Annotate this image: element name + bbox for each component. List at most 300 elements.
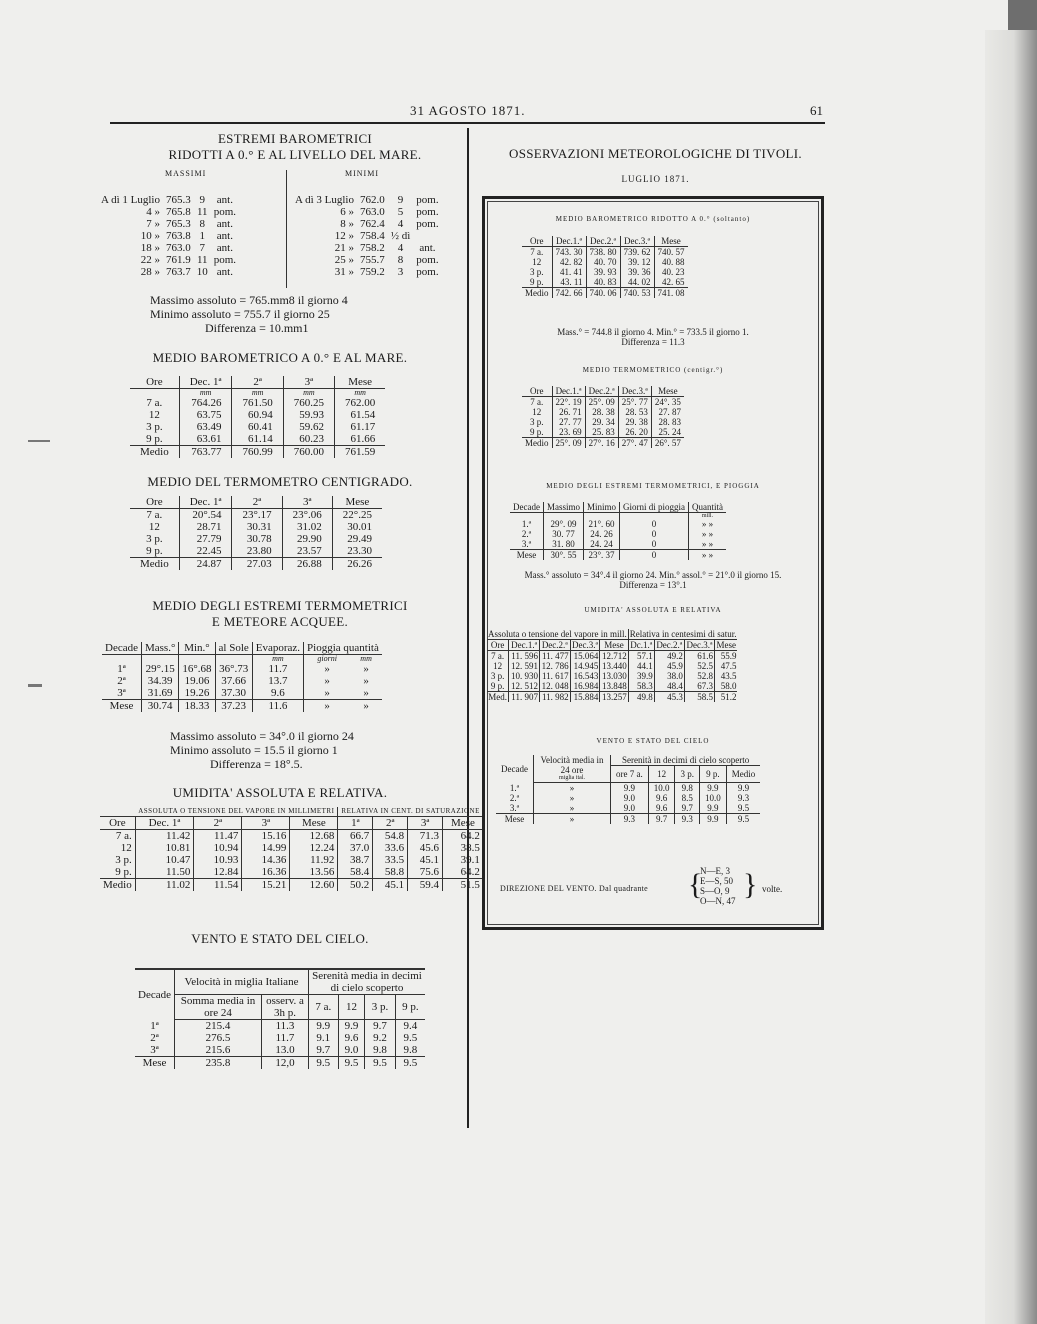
column-header: Mese — [334, 376, 385, 389]
table-cell: 15.21 — [242, 879, 290, 892]
table-row — [522, 427, 684, 438]
table-cell: 30.01 — [332, 521, 382, 533]
unit-label: mm — [334, 389, 385, 398]
tivoli-subtitle: LUGLIO 1871. — [621, 174, 690, 184]
table-cell: 22°. 19 — [552, 397, 585, 408]
table-cell: 9.6 — [648, 803, 675, 814]
table-cell: 27°. 47 — [618, 438, 651, 449]
table-cell: pom. — [416, 218, 439, 230]
quadrante-so: S—O, 9 — [700, 886, 730, 896]
table-cell: 58.8 — [373, 866, 408, 879]
table-row — [100, 830, 483, 843]
unit-label: mm — [232, 389, 283, 398]
table-row — [496, 793, 760, 803]
table-cell: ant. — [216, 242, 233, 254]
table-cell: 57.1 — [628, 651, 654, 662]
table-cell: 741. 08 — [654, 288, 688, 299]
table-cell: 59.62 — [283, 421, 334, 433]
table-row — [130, 545, 382, 558]
table-cell: 215.6 — [174, 1044, 261, 1057]
column-header: Ore — [487, 640, 509, 651]
table-cell: 29°. 09 — [543, 519, 583, 529]
table-cell: 6 » — [340, 206, 354, 218]
column-header: Dec. 1ª — [135, 817, 194, 830]
table-row — [98, 206, 239, 218]
r-umid-table — [487, 629, 737, 702]
table-row — [98, 230, 239, 242]
table-cell: 27. 87 — [651, 407, 684, 417]
umidita-table — [100, 807, 483, 891]
table-cell: 3ª — [150, 1044, 159, 1056]
table-row — [102, 675, 382, 687]
column-header: 7 a. — [308, 995, 338, 1020]
page-title: 31 AGOSTO 1871. — [410, 103, 526, 118]
table-cell: 50.2 — [338, 879, 373, 892]
table-cell: 763.8 — [165, 230, 191, 242]
column-header: Dec.3.ª — [571, 640, 598, 650]
table-cell: 1ª — [117, 663, 126, 675]
table-cell: 29.90 — [282, 533, 332, 545]
table-cell: 41. 41 — [552, 267, 586, 277]
table-cell: pom. — [416, 206, 439, 218]
table-cell: 25. 83 — [585, 427, 618, 438]
table-cell: 740. 53 — [620, 288, 654, 299]
table-cell: 45.1 — [408, 854, 443, 866]
table-cell: 26.26 — [332, 558, 382, 571]
table-row — [522, 417, 684, 427]
column-header: Dc.1.ª — [628, 640, 654, 651]
table-cell: 11.7 — [261, 1032, 308, 1044]
column-header: Mese — [654, 236, 688, 247]
unit-label — [141, 655, 178, 664]
table-cell: 7 a. — [115, 830, 132, 842]
medio-term-table — [130, 496, 382, 570]
group-header: ASSOLUTA O TENSIONE DEL VAPORE IN MILLIMETRI — [138, 807, 335, 815]
table-cell: 48.4 — [654, 681, 684, 692]
table-cell: 759.2 — [359, 266, 385, 278]
table-cell: 49.8 — [628, 692, 654, 703]
column-header: Velocità media in 24 ore — [533, 755, 610, 775]
table-cell: 30. 77 — [543, 529, 583, 539]
table-cell: 37.66 — [215, 675, 252, 687]
section-subtitle: RIDOTTI A 0.° E AL LIVELLO DEL MARE. — [168, 147, 422, 162]
table-cell: Medio — [522, 438, 552, 449]
table-row — [100, 866, 483, 879]
header-row — [135, 969, 425, 995]
table-cell: 765.3 — [165, 194, 191, 206]
estremi-term-subtitle: E METEORE ACQUEE. — [211, 614, 349, 629]
table-cell: » — [533, 803, 610, 814]
column-header: Mese — [600, 640, 628, 651]
table-cell: 7 a. — [146, 509, 163, 521]
table-cell: 31.02 — [282, 521, 332, 533]
estremi-barometrici-section — [130, 131, 460, 163]
table-cell: 765.3 — [165, 218, 191, 230]
table-cell: 58.4 — [338, 866, 373, 879]
table-cell: 215.4 — [174, 1020, 261, 1033]
table-cell: 61.17 — [334, 421, 385, 433]
table-cell: 26.88 — [282, 558, 332, 571]
column-header: Mass.° — [141, 642, 178, 655]
table-cell: 11. 477 — [539, 651, 570, 662]
table-cell: 740. 06 — [586, 288, 620, 299]
table-cell: 9 p. — [115, 866, 132, 878]
column-header: Ore — [130, 376, 179, 389]
table-cell: 19.06 — [179, 675, 215, 687]
table-cell: Mese — [102, 700, 141, 713]
table-cell: 12 — [148, 409, 160, 421]
units-row — [130, 389, 385, 398]
table-row — [98, 254, 239, 266]
header-row — [130, 376, 385, 389]
table-cell: 33.5 — [373, 854, 408, 866]
r-baro-summary-2: Differenza = 11.3 — [621, 337, 685, 347]
table-cell: 9.9 — [699, 783, 726, 794]
table-cell: 67.3 — [684, 681, 714, 692]
column-header: Mese — [716, 640, 736, 650]
table-cell: 63.49 — [179, 421, 232, 433]
table-cell: 29. 38 — [618, 417, 651, 427]
table-cell: » — [533, 783, 610, 794]
r-estremi-summary-2: Differenza = 13°.1 — [619, 580, 687, 590]
table-cell: 10.81 — [135, 842, 194, 854]
group-row — [487, 629, 737, 640]
table-cell: 37.30 — [215, 687, 252, 700]
table-cell: 2ª — [150, 1032, 159, 1044]
table-cell: 26. 71 — [552, 407, 585, 417]
table-cell: 7 a. — [146, 397, 163, 409]
table-cell: 9.6 — [648, 793, 675, 803]
table-cell: 0 — [620, 539, 689, 550]
column-header: 3ª — [282, 496, 332, 509]
minimi-label: MINIMI — [345, 169, 379, 178]
table-cell: 3 p. — [146, 533, 163, 545]
table-row — [135, 1044, 425, 1057]
table-cell: 4 » — [146, 206, 160, 218]
table-cell: » » — [689, 539, 727, 550]
table-cell: 9.9 — [699, 814, 726, 825]
table-cell: 64.2 — [443, 830, 483, 843]
unit-label — [179, 655, 215, 664]
table-row — [522, 407, 684, 417]
table-cell: 9 — [199, 194, 205, 206]
table-cell: 39. 12 — [620, 257, 654, 267]
table-cell: 27.79 — [179, 533, 232, 545]
table-row — [100, 842, 483, 854]
table-cell — [413, 230, 441, 242]
table-cell: 24. 26 — [584, 529, 620, 539]
table-row — [487, 651, 737, 662]
table-cell: 63.61 — [179, 433, 232, 446]
column-header: Ore — [522, 236, 552, 247]
table-cell: 25°. 09 — [552, 438, 585, 449]
r-estremi-table — [510, 502, 726, 560]
table-cell: » — [304, 675, 351, 687]
table-cell: 31.69 — [141, 687, 178, 700]
column-header: Medio — [726, 766, 760, 783]
column-header: Decade — [102, 642, 141, 655]
column-header: Mese — [290, 817, 338, 830]
table-cell: 761.50 — [232, 397, 283, 409]
table-cell: ant. — [216, 230, 233, 242]
table-cell: 21 » — [334, 242, 354, 254]
table-cell: 42. 82 — [552, 257, 586, 267]
table-cell: » » — [689, 529, 727, 539]
table-row — [292, 254, 442, 266]
table-row — [98, 266, 239, 278]
table-cell: 11 — [196, 254, 208, 266]
table-cell: 34.39 — [141, 675, 178, 687]
brace-right: } — [743, 868, 758, 901]
unit-label: mill. — [689, 513, 727, 520]
table-cell: 9.7 — [648, 814, 675, 825]
table-cell: 25 » — [334, 254, 354, 266]
table-cell: 760.00 — [283, 446, 334, 459]
column-header: Minimo — [584, 502, 620, 513]
table-cell: 11.02 — [135, 879, 194, 892]
table-cell: 9.0 — [610, 793, 648, 803]
table-cell: 8 » — [340, 218, 354, 230]
table-cell: 38.5 — [443, 842, 483, 854]
table-row — [98, 194, 239, 206]
table-cell: 52.8 — [684, 671, 714, 681]
unit-label: mm — [283, 389, 334, 398]
table-cell: 12.24 — [290, 842, 338, 854]
header-row — [130, 496, 382, 509]
table-cell: 9.9 — [610, 783, 648, 794]
table-cell: 761.59 — [334, 446, 385, 459]
table-row — [487, 681, 737, 692]
table-cell: 59.93 — [283, 409, 334, 421]
table-cell: 13.56 — [290, 866, 338, 879]
section-title: ESTREMI BAROMETRICI — [217, 131, 373, 146]
table-row — [100, 879, 483, 892]
column-header: Dec.2.ª — [654, 640, 684, 651]
table-row — [135, 1032, 425, 1044]
table-cell: 15.16 — [242, 830, 290, 843]
column-header: Ore — [522, 386, 552, 397]
unit-label: mm — [179, 389, 232, 398]
table-cell: 63.75 — [179, 409, 232, 421]
table-cell: 16.984 — [570, 681, 600, 692]
group-header: Relativa in centesimi di satur. — [629, 629, 737, 639]
table-cell: ant. — [216, 266, 233, 278]
table-cell: 16°.68 — [179, 663, 215, 675]
table-cell: 61.66 — [334, 433, 385, 446]
table-cell: 8.5 — [675, 793, 700, 803]
table-cell: 23.57 — [282, 545, 332, 558]
column-header: Pioggia quantità — [304, 642, 382, 655]
table-cell: 13.0 — [261, 1044, 308, 1057]
column-header: Dec. 1ª — [179, 496, 232, 509]
table-row — [496, 783, 760, 794]
table-row — [292, 230, 442, 242]
column-header: Giorni di pioggia — [620, 502, 689, 513]
table-cell: 12 — [493, 661, 503, 671]
table-cell: 8 — [199, 218, 205, 230]
table-cell: 61.14 — [232, 433, 283, 446]
table-cell: 51.2 — [715, 692, 738, 703]
table-cell: 2ª — [117, 675, 126, 687]
table-cell: 28. 38 — [585, 407, 618, 417]
table-cell: Medio — [130, 558, 179, 571]
table-cell: 12.712 — [600, 651, 628, 662]
table-cell: 47.5 — [715, 661, 738, 671]
table-cell: 760.99 — [232, 446, 283, 459]
column-header: Massimo — [543, 502, 583, 513]
table-cell: 16.543 — [570, 671, 600, 681]
table-cell: 64.2 — [443, 866, 483, 879]
table-cell: 1ª — [150, 1019, 159, 1032]
table-cell: 15.884 — [570, 692, 600, 703]
quadrante-es: E—S, 50 — [700, 876, 734, 886]
table-cell: 33.6 — [373, 842, 408, 854]
table-cell: 9.7 — [308, 1044, 338, 1057]
table-cell: 755.7 — [359, 254, 385, 266]
table-cell: 13.257 — [600, 692, 628, 703]
table-cell: 9 p. — [146, 433, 163, 445]
quadrante-on: O—N, 47 — [700, 896, 736, 906]
column-header: Somma media in ore 24 — [174, 995, 261, 1020]
table-cell: 27. 77 — [552, 417, 585, 427]
column-header: 12 — [338, 995, 365, 1020]
table-cell: 3ª — [117, 687, 126, 699]
table-cell: Med. — [488, 692, 507, 702]
table-row — [522, 438, 684, 449]
table-cell: 18 » — [140, 242, 160, 254]
table-row — [130, 409, 385, 421]
table-cell: 20°.54 — [179, 509, 232, 522]
column-header: Dec. 1ª — [179, 376, 232, 389]
table-cell: 28. 83 — [651, 417, 684, 427]
table-cell: 15.064 — [570, 651, 600, 662]
table-cell: » — [363, 663, 369, 675]
table-cell: 40. 88 — [654, 257, 688, 267]
table-cell: 11.47 — [194, 830, 242, 843]
table-cell: ant. — [216, 194, 233, 206]
header-row — [510, 502, 726, 513]
table-cell: 5 — [397, 206, 404, 218]
table-cell: 10 — [196, 266, 208, 278]
unit-label — [130, 389, 179, 398]
table-cell: 7 a. — [491, 651, 505, 661]
r-baro-table — [522, 236, 688, 298]
table-cell: 12. 512 — [509, 681, 540, 692]
table-cell: 44.1 — [628, 661, 654, 671]
table-cell: » — [533, 793, 610, 803]
table-cell: 7 a. — [530, 247, 544, 257]
table-cell: 29°.15 — [141, 663, 178, 675]
column-header: 3ª — [283, 376, 334, 389]
table-cell: 9 p. — [490, 681, 505, 691]
table-cell: 37.0 — [338, 842, 373, 854]
table-cell: 7 — [199, 242, 205, 254]
header-row — [487, 640, 737, 651]
table-cell: 61.54 — [334, 409, 385, 421]
table-cell: 9.5 — [308, 1057, 338, 1070]
table-cell: 11.42 — [135, 830, 194, 843]
table-cell: 9 p. — [530, 427, 544, 437]
direzione-label: DIREZIONE DEL VENTO. Dal quadrante — [500, 884, 649, 893]
table-cell: 10. 930 — [509, 671, 540, 681]
table-cell: 31 » — [334, 266, 354, 278]
table-cell: 26. 20 — [618, 427, 651, 438]
table-cell: 55.9 — [715, 651, 738, 662]
table-row — [130, 521, 382, 533]
table-cell: 9.0 — [338, 1044, 365, 1057]
vento-title: VENTO E STATO DEL CIELO. — [191, 931, 369, 946]
table-cell: 9.7 — [675, 803, 700, 814]
table-cell: 9.5 — [395, 1057, 425, 1070]
table-cell: 761.9 — [165, 254, 191, 266]
table-cell: 45.9 — [654, 661, 684, 671]
quadranti-list — [700, 866, 736, 906]
table-cell: 11 — [196, 206, 208, 218]
summary-diff: Differenza = 10.mm1 — [205, 321, 309, 335]
header-rule — [110, 122, 825, 124]
table-cell: Medio — [522, 288, 552, 299]
table-cell: 23.30 — [332, 545, 382, 558]
column-header: Mese — [332, 496, 382, 509]
table-cell: » — [304, 663, 351, 675]
r-direzione — [500, 866, 810, 912]
table-cell: 758.4 — [359, 230, 385, 242]
table-cell: 3.ª — [509, 803, 520, 813]
table-cell: 3 p. — [490, 671, 505, 681]
table-cell: 39. 93 — [586, 267, 620, 277]
column-header: ore 7 a. — [610, 766, 648, 783]
table-row — [292, 206, 442, 218]
quadrante-ne: N—E, 3 — [700, 866, 730, 876]
table-cell: 765.8 — [165, 206, 191, 218]
table-cell: 9.8 — [395, 1044, 425, 1057]
column-header: Serenità in decimi di cielo scoperto — [610, 755, 760, 766]
table-cell: 58.0 — [715, 681, 738, 692]
vento-table — [135, 968, 425, 1069]
table-cell: 740. 57 — [654, 247, 688, 258]
table-cell: 45.3 — [654, 692, 684, 703]
table-cell: 758.2 — [359, 242, 385, 254]
table-cell: 40. 70 — [586, 257, 620, 267]
table-row — [510, 539, 726, 550]
table-cell: 16.36 — [242, 866, 290, 879]
table-cell: 9.5 — [365, 1057, 395, 1070]
massimi-label: MASSIMI — [165, 169, 207, 178]
column-header: 3 p. — [365, 995, 395, 1020]
table-cell: 10.0 — [699, 793, 726, 803]
table-cell: 28. 53 — [618, 407, 651, 417]
table-row — [135, 1020, 425, 1033]
table-cell: 38.0 — [654, 671, 684, 681]
table-cell: 42. 65 — [654, 277, 688, 288]
medio-term-title: MEDIO DEL TERMOMETRO CENTIGRADO. — [147, 474, 413, 489]
table-row — [292, 266, 442, 278]
table-cell: 3 p. — [146, 421, 163, 433]
table-row — [487, 661, 737, 671]
table-cell: 12. 048 — [539, 681, 570, 692]
table-cell: 25°. 09 — [585, 397, 618, 408]
table-row — [522, 277, 688, 288]
table-cell: 0 — [620, 519, 689, 529]
table-cell: 39.1 — [443, 854, 483, 866]
column-divider — [467, 128, 469, 1128]
table-cell: 39. 36 — [620, 267, 654, 277]
table-cell: 11.50 — [135, 866, 194, 879]
table-row — [522, 288, 688, 299]
table-row — [130, 533, 382, 545]
column-header: Quantità — [689, 502, 727, 513]
table-cell: 75.6 — [408, 866, 443, 879]
